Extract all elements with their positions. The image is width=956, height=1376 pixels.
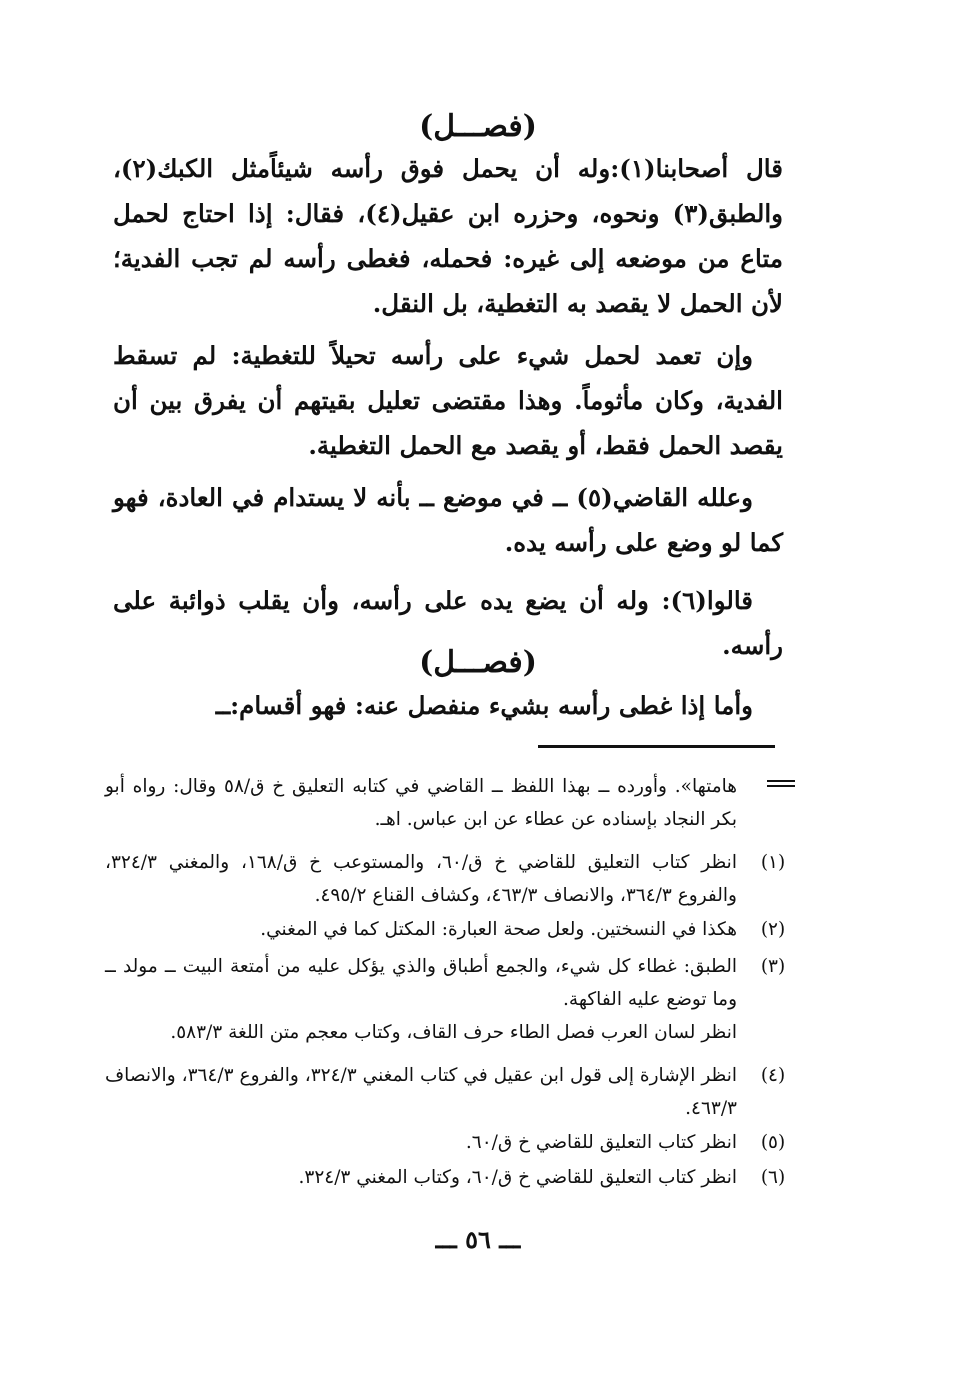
section-heading-1: (فصـــل)	[419, 109, 537, 144]
footnote-text: انظر كتاب التعليق للقاضي خ ق/٦٠.	[465, 1132, 737, 1153]
footnote-text: انظر الإشارة إلى قول ابن عقيل في كتاب المغني ٣٢٤/٣، والفروع ٣٦٤/٣، والانصاف ٤٦٣/٣.	[105, 1065, 738, 1119]
footnote-5	[105, 1126, 795, 1159]
footnote-text: انظر كتاب التعليق للقاضي خ ق/٦٠، وكتاب المغني ٣٢٤/٣.	[298, 1167, 737, 1188]
footnote-text: انظر لسان العرب فصل الطاء حرف القاف، وكتاب معجم متن اللغة ٥٨٣/٣.	[170, 1022, 737, 1043]
paragraph-1: قال أصحابنا(١):وله أن يحمل فوق رأسه شيئاًمثل الكبك(٢)، والطبق(٣) ونحوه، وحزره ابن عقيل(٤)، فقال: إذا احتاج لحمل متاع من موضعه إلى غيره: فحمله، فغطى رأسه لم تجب الفدية؛ لأن الحمل لا يقصد به التغطية، بل النقل.	[113, 154, 783, 318]
footnote-2	[105, 913, 795, 946]
footnote-separator	[538, 745, 775, 748]
footnote-continuation	[105, 770, 795, 836]
paragraph-3: وعلله القاضي(٥) ــ في موضع ــ بأنه لا يستدام في العادة، فهو كما لو وضع على رأسه يده.	[113, 483, 783, 557]
footnote-number: (٥)	[760, 1132, 786, 1153]
section-heading-2: (فصـــل)	[419, 645, 537, 680]
footnote-text: هكذا في النسختين. ولعل صحة العبارة: المكتل كما في المغني.	[260, 919, 737, 940]
paragraph-2: وإن تعمد لحمل شيء على رأسه تحيلاً للتغطية: لم تسقط الفدية، وكان مأثوماً. وهذا مقتضى تعليل بقيتهم أن يفرق بين أن يقصد الحمل فقط، أو يقصد مع الحمل التغطية.	[113, 341, 783, 460]
footnote-text: انظر كتاب التعليق للقاضي خ ق/٦٠، والمستوعب خ ق/١٦٨، والمغني ٣٢٤/٣، والفروع ٣٦٤/٣، والانصاف ٤٦٣/٣، وكشاف القناع ٤٩٥/٢.	[105, 852, 737, 906]
footnote-number: (٤)	[760, 1065, 786, 1086]
footnote-number: (١)	[760, 852, 786, 873]
footnote-number: (٣)	[760, 956, 786, 977]
footnote-number: (٢)	[760, 919, 786, 940]
footnote-6	[105, 1161, 795, 1194]
footnote-4	[105, 1059, 795, 1125]
footnote-3-continued	[105, 1016, 795, 1049]
footnote-number: (٦)	[760, 1167, 786, 1188]
footnote-3	[105, 950, 795, 1016]
footnote-1	[105, 846, 795, 912]
footnote-text: الطبق: غطاء كل شيء، والجمع أطباق والذي يؤكل عليه من أمتعة البيت ــ مولد ــ وما توضع عليه الفاكهة.	[105, 956, 737, 1010]
paragraph-5: وأما إذا غطى رأسه بشيء منفصل عنه: فهو أقسام:ــ	[215, 691, 753, 720]
page-number: ـــ ٥٦ ـــ	[435, 1225, 521, 1254]
continuation-mark-icon	[767, 780, 795, 792]
paragraph-4: قالوا(٦): وله أن يضع يده على رأسه، وأن يقلب ذوائبة على رأسه.	[113, 586, 783, 660]
footnote-text: هامتها». وأورده ــ بهذا اللفظ ــ القاضي في كتابه التعليق خ ق/٥٨ وقال: رواه أبو بكر النجاد بإسناده عن عطاء عن ابن عباس. اهـ.	[105, 776, 737, 830]
